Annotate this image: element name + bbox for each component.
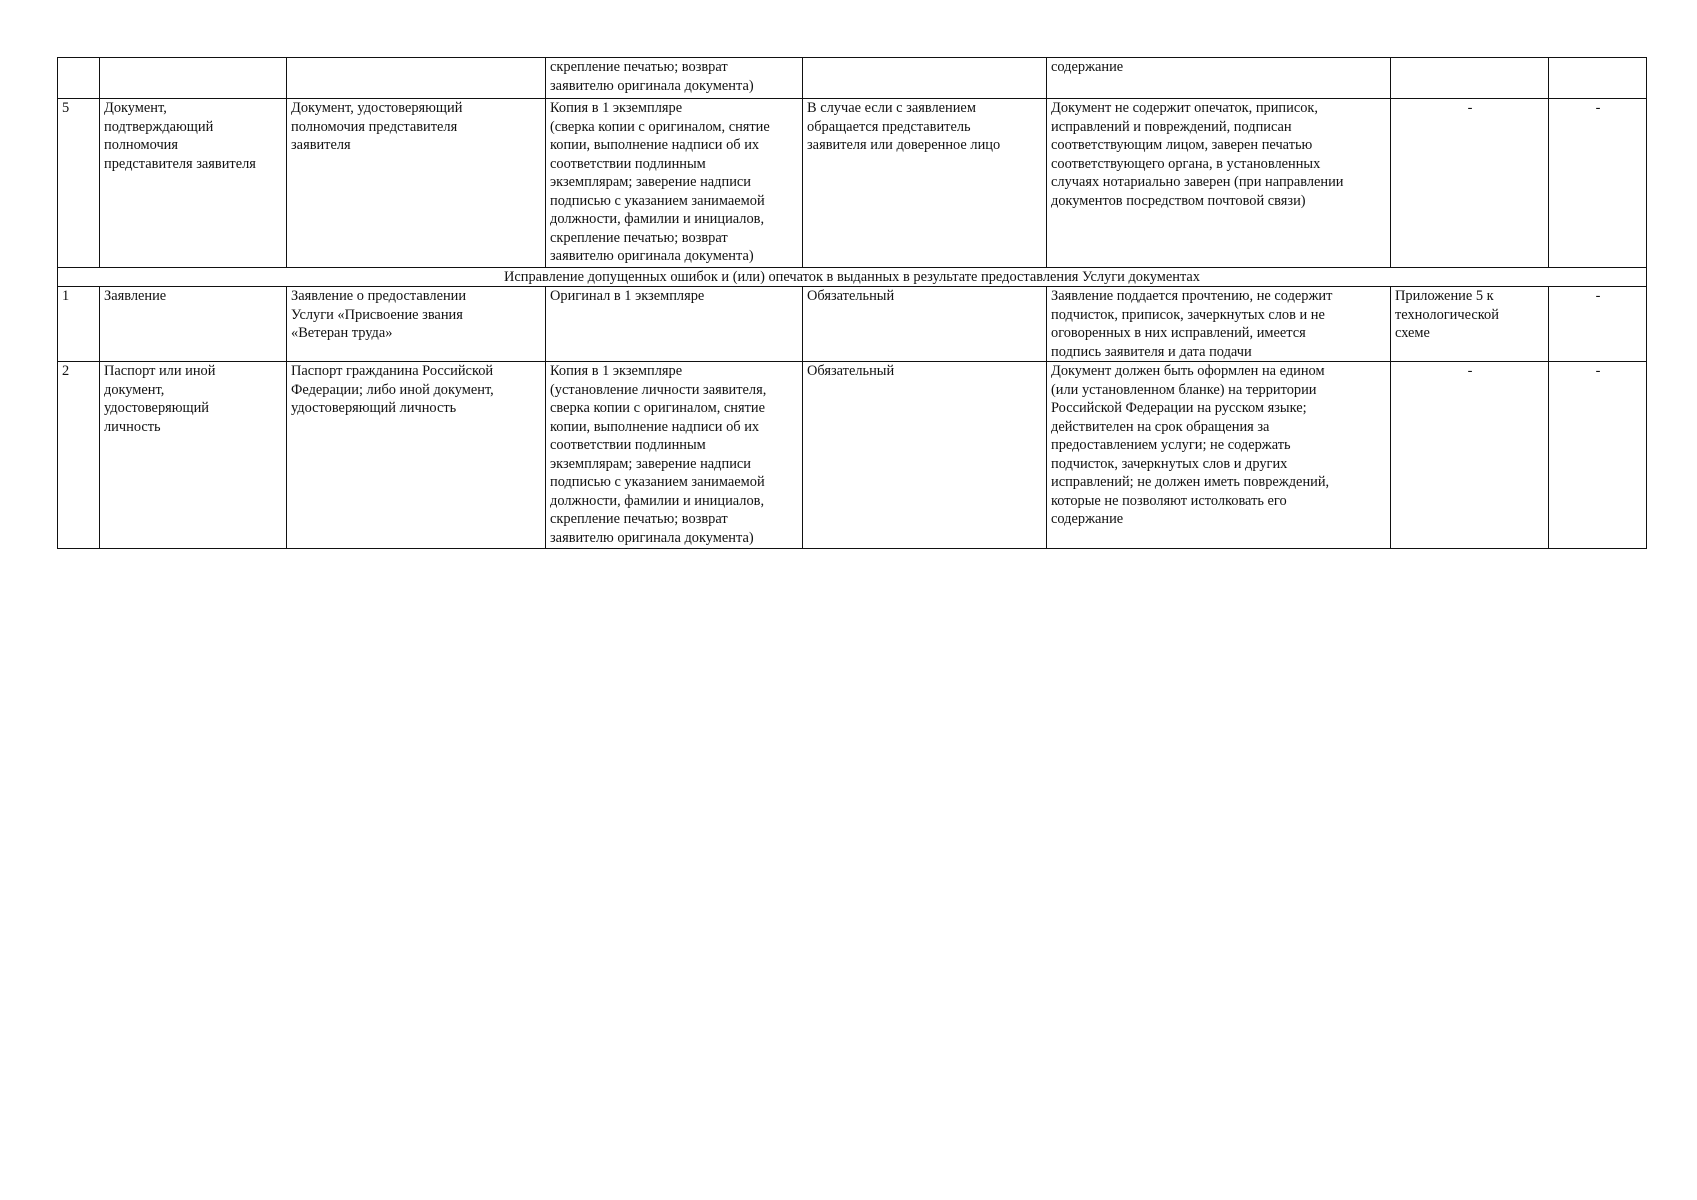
- submission-condition-cell: Обязательный: [803, 362, 1047, 549]
- submission-requirements-cell: Копия в 1 экземпляре (установление личности заявителя, сверка копии с оригиналом, снятие копии, выполнение надписи об их соответствии подлинным экземплярам; заверение надписи подписью с указанием занимаемой должности, фамилии и инициалов, скрепление печатью; возврат заявителю оригинала документа): [546, 362, 803, 549]
- established-requirements-cell: Документ не содержит опечаток, приписок, исправлений и повреждений, подписан соответствующим лицом, заверен печатью соответствующего органа, в установленных случаях нотариально заверен (при направлении документов посредством почтовой связи): [1047, 99, 1391, 268]
- document-name-cell: [100, 58, 287, 99]
- established-requirements-cell: содержание: [1047, 58, 1391, 99]
- table-row: [58, 287, 1647, 362]
- section-title: Исправление допущенных ошибок и (или) опечаток в выданных в результате предоставления Услуги документах: [58, 268, 1647, 287]
- table-row: [58, 99, 1647, 268]
- document-name-cell: Заявление: [100, 287, 287, 362]
- document-name-cell: Документ, подтверждающий полномочия представителя заявителя: [100, 99, 287, 268]
- document-kind-cell: Документ, удостоверяющий полномочия представителя заявителя: [287, 99, 546, 268]
- submission-requirements-cell: Оригинал в 1 экземпляре: [546, 287, 803, 362]
- table-row: [58, 58, 1647, 99]
- established-requirements-cell: Документ должен быть оформлен на едином (или установленном бланке) на территории Российской Федерации на русском языке; действителен на срок обращения за предоставлением услуги; не содержать подчисток, зачеркнутых слов и других исправлений; не должен иметь повреждений, которые не позволяют истолковать его содержание: [1047, 362, 1391, 549]
- document-form-cell: -: [1391, 362, 1549, 549]
- row-number-cell: [58, 58, 100, 99]
- document-kind-cell: [287, 58, 546, 99]
- row-number-cell: 1: [58, 287, 100, 362]
- row-number-cell: 2: [58, 362, 100, 549]
- document-kind-cell: Паспорт гражданина Российской Федерации; либо иной документ, удостоверяющий личность: [287, 362, 546, 549]
- document-table: [57, 57, 1647, 549]
- document-sample-cell: -: [1549, 99, 1647, 268]
- submission-condition-cell: В случае если с заявлением обращается представитель заявителя или доверенное лицо: [803, 99, 1047, 268]
- document-kind-cell: Заявление о предоставлении Услуги «Присвоение звания «Ветеран труда»: [287, 287, 546, 362]
- established-requirements-cell: Заявление поддается прочтению, не содержит подчисток, приписок, зачеркнутых слов и не оговоренных в них исправлений, имеется подпись заявителя и дата подачи: [1047, 287, 1391, 362]
- document-form-cell: [1391, 58, 1549, 99]
- submission-condition-cell: Обязательный: [803, 287, 1047, 362]
- submission-requirements-cell: скрепление печатью; возврат заявителю оригинала документа): [546, 58, 803, 99]
- document-form-cell: Приложение 5 к технологической схеме: [1391, 287, 1549, 362]
- document-name-cell: Паспорт или иной документ, удостоверяющий личность: [100, 362, 287, 549]
- table-row: [58, 362, 1647, 549]
- document-sample-cell: -: [1549, 362, 1647, 549]
- section-header-row: [58, 268, 1647, 287]
- submission-condition-cell: [803, 58, 1047, 99]
- document-form-cell: -: [1391, 99, 1549, 268]
- row-number-cell: 5: [58, 99, 100, 268]
- document-sample-cell: -: [1549, 287, 1647, 362]
- submission-requirements-cell: Копия в 1 экземпляре (сверка копии с оригиналом, снятие копии, выполнение надписи об их соответствии подлинным экземплярам; заверение надписи подписью с указанием занимаемой должности, фамилии и инициалов, скрепление печатью; возврат заявителю оригинала документа): [546, 99, 803, 268]
- document-sample-cell: [1549, 58, 1647, 99]
